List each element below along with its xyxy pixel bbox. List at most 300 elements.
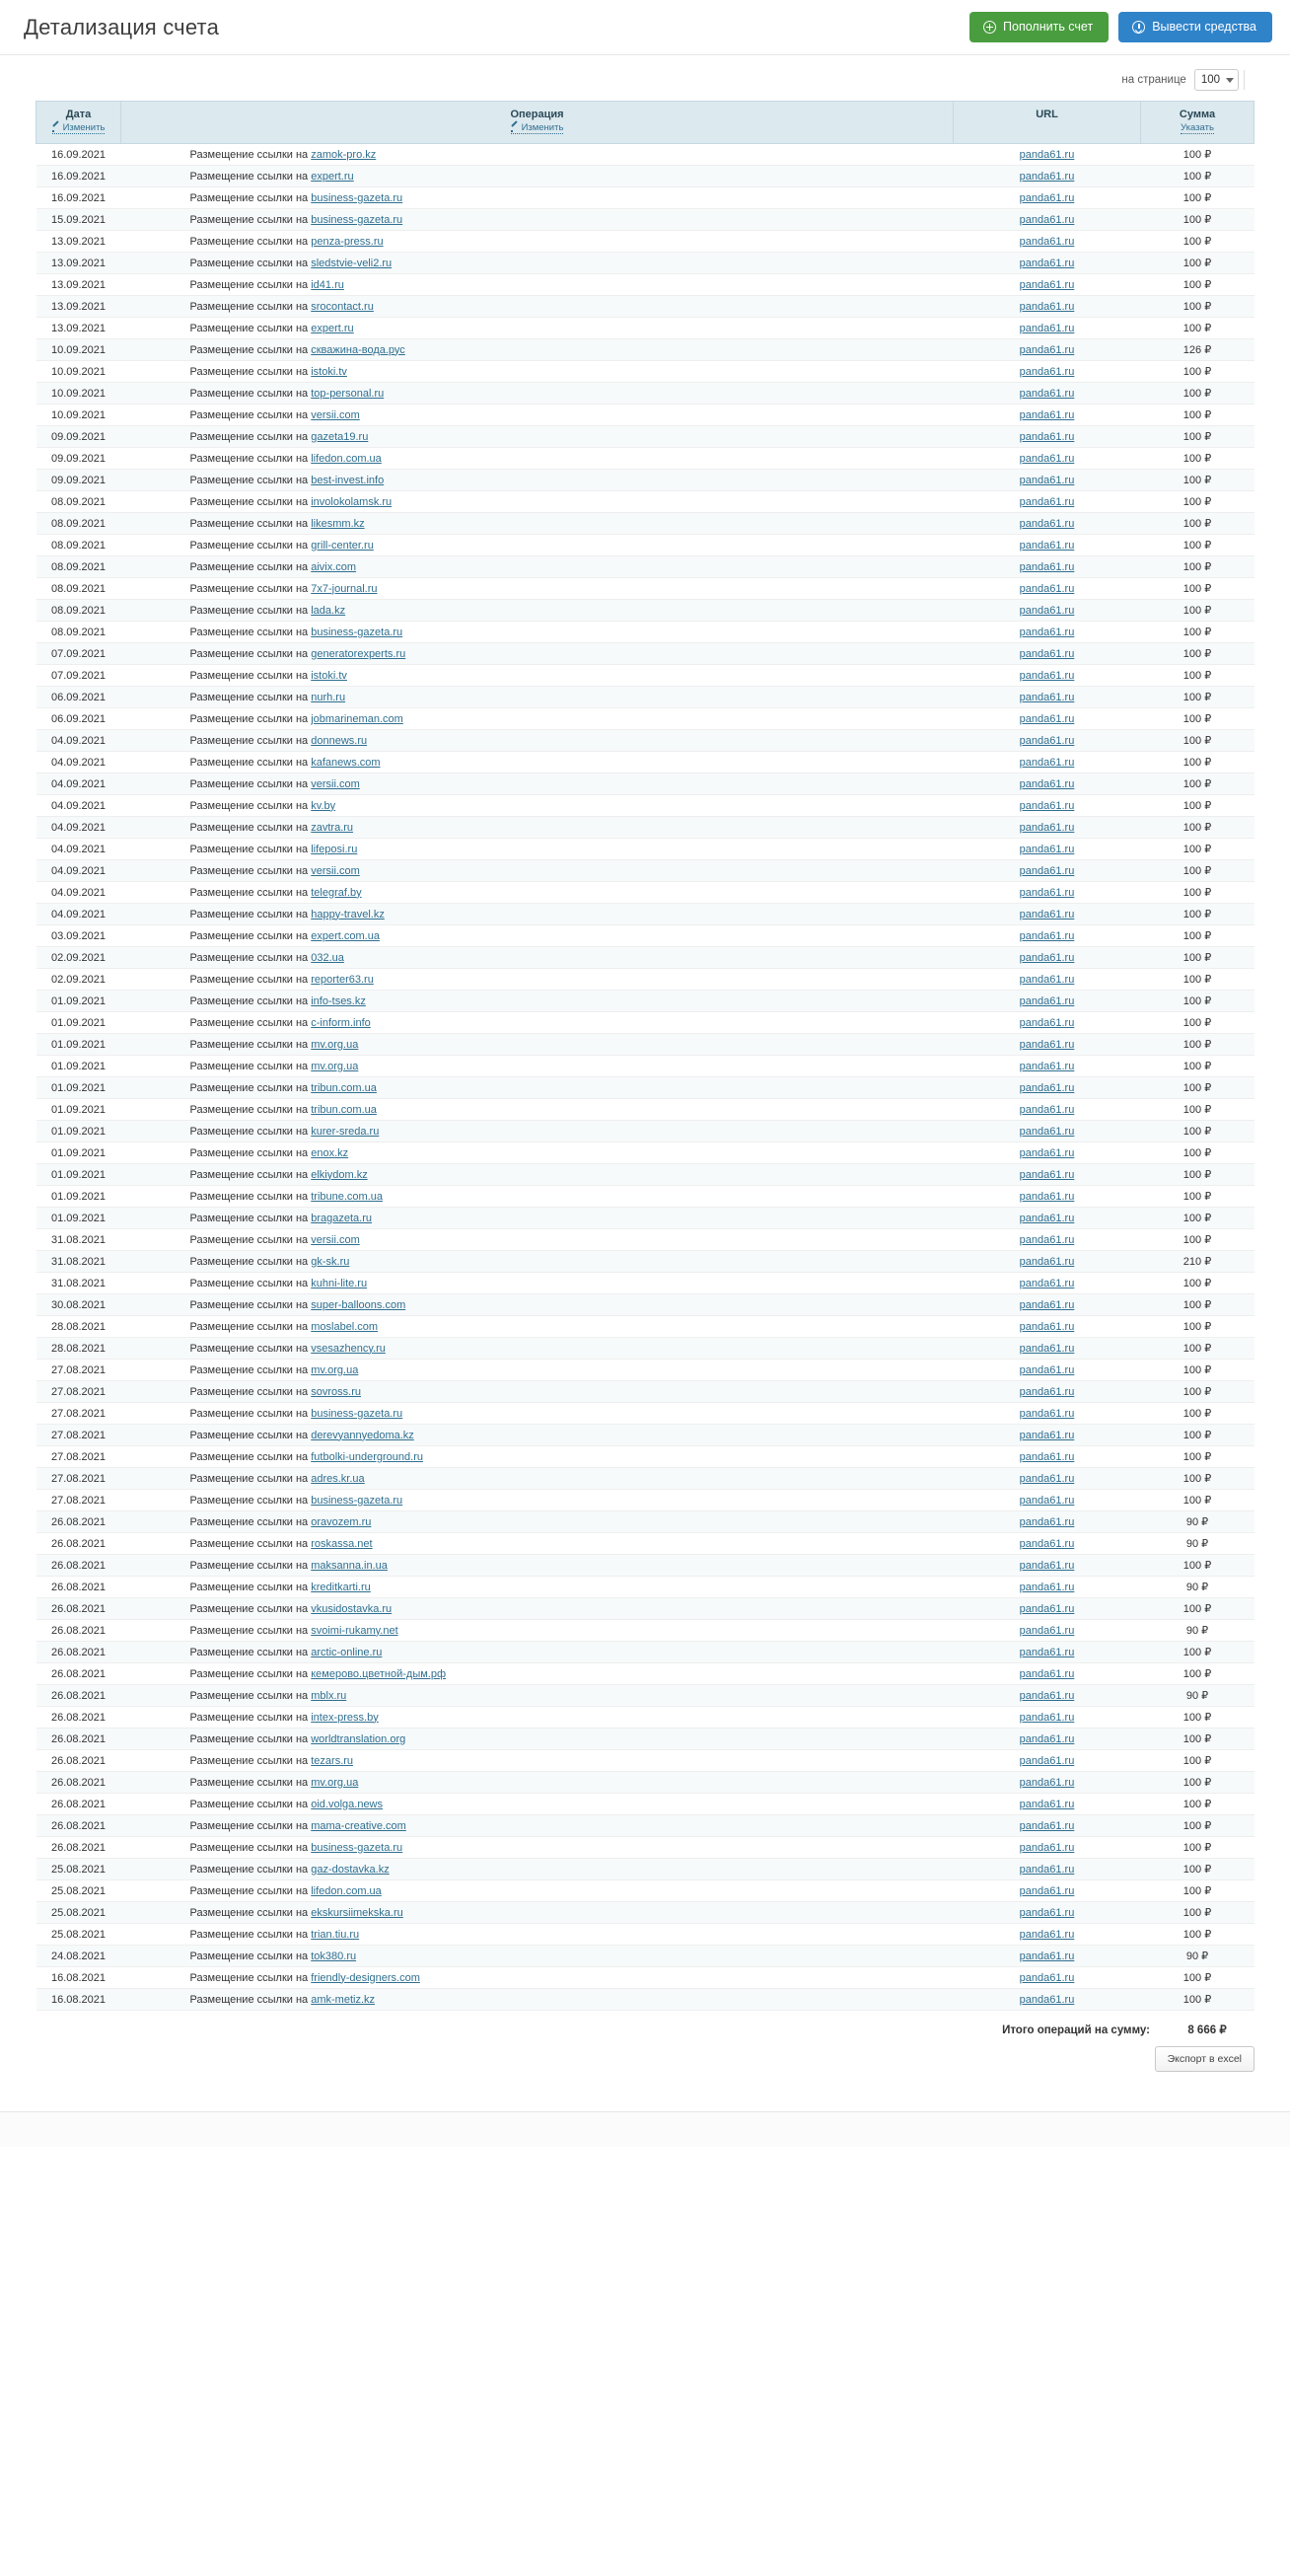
url-link[interactable]: panda61.ru: [1019, 669, 1075, 682]
operation-site-link[interactable]: info-tses.kz: [311, 994, 366, 1007]
url-link[interactable]: panda61.ru: [1019, 452, 1075, 465]
operation-site-link[interactable]: donnews.ru: [311, 734, 368, 747]
cell-sum: [1141, 535, 1254, 556]
cell-url: [954, 361, 1141, 383]
url-link[interactable]: panda61.ru: [1019, 712, 1075, 725]
operation-site-link[interactable]: happy-travel.kz: [311, 908, 385, 920]
url-link[interactable]: panda61.ru: [1019, 691, 1075, 703]
table-row: [36, 1142, 1254, 1164]
currency-symbol: ₽: [1204, 1755, 1212, 1767]
sum-value: 100: [1182, 1082, 1202, 1094]
operation-prefix: Размещение ссылки на: [189, 278, 309, 291]
url-link[interactable]: panda61.ru: [1019, 973, 1075, 986]
operation-site-link[interactable]: generatorexperts.ru: [311, 647, 406, 660]
top-bar: [0, 0, 1290, 55]
url-link[interactable]: panda61.ru: [1019, 1863, 1075, 1876]
url-link[interactable]: panda61.ru: [1019, 1602, 1075, 1615]
url-link[interactable]: panda61.ru: [1019, 1711, 1075, 1724]
url-link[interactable]: panda61.ru: [1019, 929, 1075, 942]
url-link[interactable]: panda61.ru: [1019, 170, 1075, 183]
cell-date: 27.08.2021: [36, 1403, 121, 1425]
url-link[interactable]: panda61.ru: [1019, 994, 1075, 1007]
sum-value: 100: [1182, 1799, 1202, 1810]
column-header-operation: [121, 102, 954, 144]
url-link[interactable]: panda61.ru: [1019, 1060, 1075, 1072]
operation-site-link[interactable]: aivix.com: [311, 560, 357, 573]
cell-sum: [1141, 600, 1254, 622]
operation-site-link[interactable]: srocontact.ru: [311, 300, 374, 313]
url-link[interactable]: panda61.ru: [1019, 1190, 1075, 1203]
table-row: [36, 166, 1254, 187]
url-link[interactable]: panda61.ru: [1019, 1819, 1075, 1832]
cell-date: 16.08.2021: [36, 1967, 121, 1989]
url-link[interactable]: panda61.ru: [1019, 474, 1075, 486]
cell-sum: [1141, 1577, 1254, 1598]
operation-prefix: Размещение ссылки на: [189, 148, 309, 161]
operation-site-link[interactable]: involokolamsk.ru: [311, 495, 393, 508]
url-link[interactable]: panda61.ru: [1019, 1906, 1075, 1919]
cell-operation: [121, 1794, 954, 1815]
currency-symbol: ₽: [1204, 995, 1212, 1007]
operation-site-link[interactable]: lifeposi.ru: [311, 843, 358, 855]
currency-symbol: ₽: [1204, 431, 1212, 443]
cell-sum: [1141, 339, 1254, 361]
operation-site-link[interactable]: versii.com: [311, 777, 360, 790]
operation-site-link[interactable]: business-gazeta.ru: [311, 213, 403, 226]
url-link[interactable]: panda61.ru: [1019, 1689, 1075, 1702]
currency-symbol: ₽: [1204, 670, 1212, 682]
cell-date: 27.08.2021: [36, 1446, 121, 1468]
currency-symbol: ₽: [1204, 1560, 1212, 1572]
url-link[interactable]: panda61.ru: [1019, 1971, 1075, 1984]
currency-symbol: ₽: [1204, 1321, 1212, 1333]
table-row: [36, 1902, 1254, 1924]
operation-site-link[interactable]: business-gazeta.ru: [311, 626, 403, 638]
url-link[interactable]: panda61.ru: [1019, 1320, 1075, 1333]
operation-site-link[interactable]: sovross.ru: [311, 1385, 361, 1398]
operation-site-link[interactable]: istoki.tv: [311, 669, 347, 682]
operation-prefix: Размещение ссылки на: [189, 1863, 309, 1876]
sum-value: 100: [1182, 1473, 1202, 1485]
table-row: [36, 1837, 1254, 1859]
url-link[interactable]: panda61.ru: [1019, 1950, 1075, 1962]
operation-site-link[interactable]: versii.com: [311, 408, 360, 421]
sum-value: 100: [1182, 1408, 1202, 1420]
cell-date: 31.08.2021: [36, 1251, 121, 1273]
url-link[interactable]: panda61.ru: [1019, 235, 1075, 248]
operation-prefix: Размещение ссылки на: [189, 1450, 309, 1463]
cell-url: [954, 1729, 1141, 1750]
currency-symbol: ₽: [1204, 887, 1212, 899]
table-row: [36, 1403, 1254, 1425]
url-link[interactable]: panda61.ru: [1019, 1125, 1075, 1138]
cell-operation: [121, 622, 954, 643]
operation-site-link[interactable]: intex-press.by: [311, 1711, 379, 1724]
operation-site-link[interactable]: business-gazeta.ru: [311, 1494, 403, 1507]
url-link[interactable]: panda61.ru: [1019, 1385, 1075, 1398]
operation-site-link[interactable]: lifedon.com.ua: [311, 452, 382, 465]
cell-url: [954, 1468, 1141, 1490]
table-row: [36, 1967, 1254, 1989]
url-link[interactable]: panda61.ru: [1019, 343, 1075, 356]
table-row: [36, 491, 1254, 513]
operation-prefix: Размещение ссылки на: [189, 604, 309, 617]
url-link[interactable]: panda61.ru: [1019, 821, 1075, 834]
operation-site-link[interactable]: kafanews.com: [311, 756, 381, 769]
cell-operation: [121, 1859, 954, 1880]
url-link[interactable]: panda61.ru: [1019, 1407, 1075, 1420]
cell-operation: [121, 795, 954, 817]
operation-site-link[interactable]: grill-center.ru: [311, 539, 374, 552]
table-row: [36, 1707, 1254, 1729]
operation-site-link[interactable]: roskassa.net: [311, 1537, 373, 1550]
url-link[interactable]: panda61.ru: [1019, 1233, 1075, 1246]
cell-date: 25.08.2021: [36, 1859, 121, 1880]
cell-url: [954, 383, 1141, 405]
operation-site-link[interactable]: penza-press.ru: [311, 235, 384, 248]
operation-site-link[interactable]: tribune.com.ua: [311, 1190, 383, 1203]
operation-site-link[interactable]: istoki.tv: [311, 365, 347, 378]
url-link[interactable]: panda61.ru: [1019, 1016, 1075, 1029]
operation-site-link[interactable]: zamok-pro.kz: [311, 148, 377, 161]
table-row: [36, 339, 1254, 361]
currency-symbol: ₽: [1201, 1538, 1209, 1550]
url-link[interactable]: panda61.ru: [1019, 495, 1075, 508]
operation-site-link[interactable]: maksanna.in.ua: [311, 1559, 388, 1572]
column-edit-operation[interactable]: [511, 122, 564, 134]
cell-sum: [1141, 1924, 1254, 1946]
url-link[interactable]: panda61.ru: [1019, 734, 1075, 747]
currency-symbol: ₽: [1204, 518, 1212, 530]
table-row: [36, 925, 1254, 947]
url-link[interactable]: panda61.ru: [1019, 517, 1075, 530]
operation-site-link[interactable]: svoimi-rukamy.net: [311, 1624, 398, 1637]
operation-site-link[interactable]: derevyannyedoma.kz: [311, 1429, 414, 1441]
url-link[interactable]: panda61.ru: [1019, 300, 1075, 313]
withdraw-button-label: Вывести средства: [1152, 20, 1256, 35]
operation-site-link[interactable]: kurer-sreda.ru: [311, 1125, 380, 1138]
cell-sum: [1141, 1186, 1254, 1208]
currency-symbol: ₽: [1204, 1668, 1212, 1680]
operation-prefix: Размещение ссылки на: [189, 170, 309, 183]
url-link[interactable]: panda61.ru: [1019, 322, 1075, 334]
operation-site-link[interactable]: c-inform.info: [311, 1016, 371, 1029]
column-edit-date[interactable]: [52, 122, 106, 134]
operation-site-link[interactable]: business-gazeta.ru: [311, 191, 403, 204]
cell-sum: [1141, 1642, 1254, 1663]
cell-sum: [1141, 1533, 1254, 1555]
cell-sum: [1141, 1794, 1254, 1815]
operation-site-link[interactable]: bragazeta.ru: [311, 1212, 372, 1224]
operation-site-link[interactable]: mama-creative.com: [311, 1819, 406, 1832]
operation-site-link[interactable]: expert.ru: [311, 170, 354, 183]
url-link[interactable]: panda61.ru: [1019, 1537, 1075, 1550]
url-link[interactable]: panda61.ru: [1019, 1450, 1075, 1463]
url-link[interactable]: panda61.ru: [1019, 582, 1075, 595]
url-link[interactable]: panda61.ru: [1019, 1884, 1075, 1897]
operation-site-link[interactable]: oid.volga.news: [311, 1798, 384, 1810]
cell-date: 08.09.2021: [36, 556, 121, 578]
operation-site-link[interactable]: friendly-designers.com: [311, 1971, 420, 1984]
url-link[interactable]: panda61.ru: [1019, 1624, 1075, 1637]
operation-site-link[interactable]: vkusidostavka.ru: [311, 1602, 393, 1615]
cell-date: 27.08.2021: [36, 1425, 121, 1446]
operation-site-link[interactable]: tribun.com.ua: [311, 1081, 377, 1094]
operation-prefix: Размещение ссылки на: [189, 1841, 309, 1854]
withdraw-button[interactable]: [1118, 12, 1272, 42]
operation-site-link[interactable]: super-balloons.com: [311, 1298, 406, 1311]
url-link[interactable]: panda61.ru: [1019, 1732, 1075, 1745]
cell-operation: [121, 1403, 954, 1425]
url-link[interactable]: panda61.ru: [1019, 1494, 1075, 1507]
operation-site-link[interactable]: mv.org.ua: [311, 1363, 359, 1376]
url-link[interactable]: panda61.ru: [1019, 1754, 1075, 1767]
url-link[interactable]: panda61.ru: [1019, 908, 1075, 920]
url-link[interactable]: panda61.ru: [1019, 387, 1075, 400]
url-link[interactable]: panda61.ru: [1019, 1103, 1075, 1116]
url-link[interactable]: panda61.ru: [1019, 1928, 1075, 1941]
column-set-sum[interactable]: [1181, 122, 1214, 134]
cell-date: 15.09.2021: [36, 209, 121, 231]
cell-url: [954, 1490, 1141, 1511]
operation-site-link[interactable]: jobmarineman.com: [311, 712, 403, 725]
cell-operation: [121, 860, 954, 882]
cell-sum: [1141, 991, 1254, 1012]
operation-site-link[interactable]: gk-sk.ru: [311, 1255, 350, 1268]
operation-site-link[interactable]: elkiydom.kz: [311, 1168, 368, 1181]
operation-site-link[interactable]: business-gazeta.ru: [311, 1407, 403, 1420]
cell-operation: [121, 1208, 954, 1229]
currency-symbol: ₽: [1204, 1451, 1212, 1463]
cell-url: [954, 1316, 1141, 1338]
url-link[interactable]: panda61.ru: [1019, 430, 1075, 443]
sum-value: 100: [1182, 692, 1202, 703]
cell-url: [954, 1186, 1141, 1208]
cell-operation: [121, 1598, 954, 1620]
url-link[interactable]: panda61.ru: [1019, 1646, 1075, 1658]
cell-url: [954, 1208, 1141, 1229]
operation-prefix: Размещение ссылки на: [189, 582, 309, 595]
cell-operation: [121, 1815, 954, 1837]
cell-operation: [121, 1902, 954, 1924]
sum-value: 100: [1182, 453, 1202, 465]
operation-prefix: Размещение ссылки на: [189, 1602, 309, 1615]
url-link[interactable]: panda61.ru: [1019, 539, 1075, 552]
operation-prefix: Размещение ссылки на: [189, 257, 309, 269]
operation-site-link[interactable]: mv.org.ua: [311, 1776, 359, 1789]
cell-url: [954, 1511, 1141, 1533]
url-link[interactable]: panda61.ru: [1019, 1515, 1075, 1528]
sum-value: 100: [1182, 1972, 1202, 1984]
operation-site-link[interactable]: 032.ua: [311, 951, 344, 964]
cell-url: [954, 274, 1141, 296]
currency-symbol: ₽: [1204, 149, 1212, 161]
detail-table-wrap: [0, 101, 1290, 2011]
operation-site-link[interactable]: expert.com.ua: [311, 929, 380, 942]
url-link[interactable]: panda61.ru: [1019, 213, 1075, 226]
cell-date: 09.09.2021: [36, 470, 121, 491]
operation-site-link[interactable]: vsesazhency.ru: [311, 1342, 386, 1355]
url-link[interactable]: panda61.ru: [1019, 951, 1075, 964]
url-link[interactable]: panda61.ru: [1019, 408, 1075, 421]
cell-operation: [121, 1316, 954, 1338]
operation-prefix: Размещение ссылки на: [189, 1581, 309, 1593]
operation-site-link[interactable]: lada.kz: [311, 604, 346, 617]
operation-site-link[interactable]: kuhni-lite.ru: [311, 1277, 368, 1289]
url-link[interactable]: panda61.ru: [1019, 1146, 1075, 1159]
cell-url: [954, 1794, 1141, 1815]
operation-site-link[interactable]: moslabel.com: [311, 1320, 379, 1333]
table-row: [36, 1121, 1254, 1142]
operation-site-link[interactable]: arctic-online.ru: [311, 1646, 383, 1658]
operation-prefix: Размещение ссылки на: [189, 1798, 309, 1810]
operation-site-link[interactable]: sledstvie-veli2.ru: [311, 257, 393, 269]
operation-site-link[interactable]: tok380.ru: [311, 1950, 357, 1962]
currency-symbol: ₽: [1204, 1061, 1212, 1072]
operation-site-link[interactable]: top-personal.ru: [311, 387, 385, 400]
operation-site-link[interactable]: tezars.ru: [311, 1754, 354, 1767]
export-excel-button[interactable]: Экспорт в excel: [1155, 2046, 1254, 2072]
url-link[interactable]: panda61.ru: [1019, 1667, 1075, 1680]
url-link[interactable]: panda61.ru: [1019, 647, 1075, 660]
operation-site-link[interactable]: enox.kz: [311, 1146, 349, 1159]
currency-symbol: ₽: [1201, 1516, 1209, 1528]
operation-site-link[interactable]: versii.com: [311, 864, 360, 877]
operation-site-link[interactable]: кемерово.цветной-дым.рф: [311, 1667, 447, 1680]
url-link[interactable]: panda61.ru: [1019, 777, 1075, 790]
operation-site-link[interactable]: expert.ru: [311, 322, 354, 334]
cell-sum: [1141, 839, 1254, 860]
operation-site-link[interactable]: id41.ru: [311, 278, 344, 291]
url-link[interactable]: panda61.ru: [1019, 257, 1075, 269]
url-link[interactable]: panda61.ru: [1019, 148, 1075, 161]
url-link[interactable]: panda61.ru: [1019, 1342, 1075, 1355]
operation-site-link[interactable]: mv.org.ua: [311, 1060, 359, 1072]
url-link[interactable]: panda61.ru: [1019, 1255, 1075, 1268]
url-link[interactable]: panda61.ru: [1019, 365, 1075, 378]
operation-prefix: Размещение ссылки на: [189, 756, 309, 769]
url-link[interactable]: panda61.ru: [1019, 191, 1075, 204]
url-link[interactable]: panda61.ru: [1019, 843, 1075, 855]
url-link[interactable]: panda61.ru: [1019, 1472, 1075, 1485]
sum-value: 100: [1182, 236, 1202, 248]
operation-site-link[interactable]: reporter63.ru: [311, 973, 374, 986]
url-link[interactable]: panda61.ru: [1019, 799, 1075, 812]
currency-symbol: ₽: [1204, 236, 1212, 248]
operation-site-link[interactable]: gazeta19.ru: [311, 430, 369, 443]
url-link[interactable]: panda61.ru: [1019, 1429, 1075, 1441]
operation-site-link[interactable]: nurh.ru: [311, 691, 346, 703]
url-link[interactable]: panda61.ru: [1019, 626, 1075, 638]
table-row: [36, 448, 1254, 470]
url-link[interactable]: panda61.ru: [1019, 1581, 1075, 1593]
url-link[interactable]: panda61.ru: [1019, 756, 1075, 769]
per-page-select[interactable]: [1194, 69, 1239, 91]
cell-sum: [1141, 491, 1254, 513]
operation-site-link[interactable]: versii.com: [311, 1233, 360, 1246]
url-link[interactable]: panda61.ru: [1019, 886, 1075, 899]
url-link[interactable]: panda61.ru: [1019, 1212, 1075, 1224]
sum-value: 100: [1182, 258, 1202, 269]
operation-site-link[interactable]: telegraf.by: [311, 886, 362, 899]
cell-date: 26.08.2021: [36, 1533, 121, 1555]
url-link[interactable]: panda61.ru: [1019, 1993, 1075, 2006]
operation-site-link[interactable]: mv.org.ua: [311, 1038, 359, 1051]
operation-site-link[interactable]: business-gazeta.ru: [311, 1841, 403, 1854]
operation-site-link[interactable]: futbolki-underground.ru: [311, 1450, 423, 1463]
url-link[interactable]: panda61.ru: [1019, 864, 1075, 877]
cell-date: 26.08.2021: [36, 1511, 121, 1533]
currency-symbol: ₽: [1204, 1820, 1212, 1832]
operation-site-link[interactable]: kv.by: [311, 799, 336, 812]
url-link[interactable]: panda61.ru: [1019, 1277, 1075, 1289]
operation-site-link[interactable]: zavtra.ru: [311, 821, 354, 834]
cell-url: [954, 1663, 1141, 1685]
operation-site-link[interactable]: adres.kr.ua: [311, 1472, 365, 1485]
url-link[interactable]: panda61.ru: [1019, 604, 1075, 617]
table-row: [36, 1338, 1254, 1360]
sum-value: 90: [1185, 1538, 1199, 1550]
url-link[interactable]: panda61.ru: [1019, 1559, 1075, 1572]
cell-operation: [121, 1294, 954, 1316]
export-row: [0, 2036, 1290, 2072]
table-row: [36, 1598, 1254, 1620]
operation-site-link[interactable]: worldtranslation.org: [311, 1732, 406, 1745]
url-link[interactable]: panda61.ru: [1019, 1168, 1075, 1181]
url-link[interactable]: panda61.ru: [1019, 1081, 1075, 1094]
url-link[interactable]: panda61.ru: [1019, 1776, 1075, 1789]
url-link[interactable]: panda61.ru: [1019, 1798, 1075, 1810]
operation-site-link[interactable]: oravozem.ru: [311, 1515, 372, 1528]
operation-site-link[interactable]: lifedon.com.ua: [311, 1884, 382, 1897]
url-link[interactable]: panda61.ru: [1019, 1363, 1075, 1376]
url-link[interactable]: panda61.ru: [1019, 560, 1075, 573]
operation-site-link[interactable]: mblx.ru: [311, 1689, 347, 1702]
column-header-sum: [1141, 102, 1254, 144]
operation-site-link[interactable]: скважина-вода.рус: [311, 343, 405, 356]
cell-date: 01.09.2021: [36, 1208, 121, 1229]
sum-value: 100: [1182, 1104, 1202, 1116]
deposit-button[interactable]: [969, 12, 1109, 42]
table-row: [36, 1750, 1254, 1772]
operation-site-link[interactable]: amk-metiz.kz: [311, 1993, 376, 2006]
url-link[interactable]: panda61.ru: [1019, 1298, 1075, 1311]
cell-sum: [1141, 513, 1254, 535]
currency-symbol: ₽: [1201, 1625, 1209, 1637]
url-link[interactable]: panda61.ru: [1019, 1038, 1075, 1051]
currency-symbol: ₽: [1204, 822, 1212, 834]
cell-date: 16.09.2021: [36, 166, 121, 187]
operation-site-link[interactable]: best-invest.info: [311, 474, 385, 486]
operation-prefix: Размещение ссылки на: [189, 1298, 309, 1311]
cell-sum: [1141, 556, 1254, 578]
url-link[interactable]: panda61.ru: [1019, 1841, 1075, 1854]
operation-site-link[interactable]: tribun.com.ua: [311, 1103, 377, 1116]
operation-site-link[interactable]: likesmm.kz: [311, 517, 365, 530]
operation-site-link[interactable]: trian.tiu.ru: [311, 1928, 360, 1941]
operation-site-link[interactable]: 7x7-journal.ru: [311, 582, 378, 595]
cell-url: [954, 1164, 1141, 1186]
cell-url: [954, 1620, 1141, 1642]
url-link[interactable]: panda61.ru: [1019, 278, 1075, 291]
currency-symbol: ₽: [1204, 171, 1212, 183]
cell-sum: [1141, 730, 1254, 752]
operation-site-link[interactable]: gaz-dostavka.kz: [311, 1863, 390, 1876]
operation-site-link[interactable]: ekskursiimekska.ru: [311, 1906, 403, 1919]
operation-prefix: Размещение ссылки на: [189, 1016, 309, 1029]
operation-site-link[interactable]: kreditkarti.ru: [311, 1581, 371, 1593]
sum-value: 126: [1182, 344, 1202, 356]
